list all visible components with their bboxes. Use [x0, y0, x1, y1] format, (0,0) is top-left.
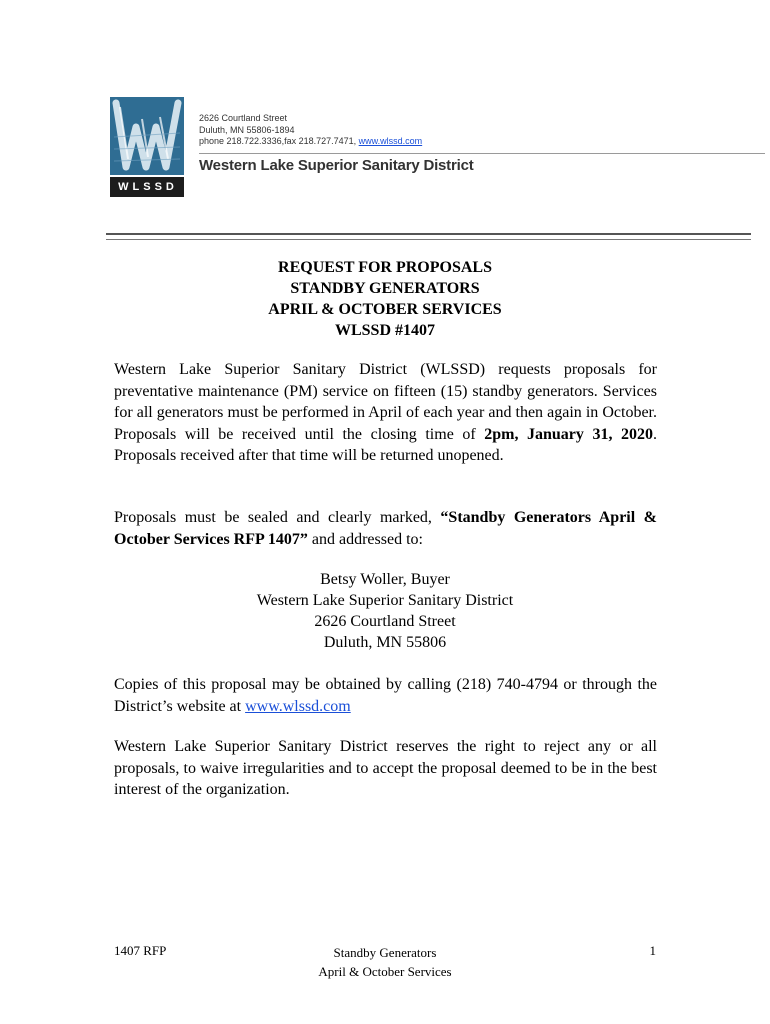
- envelope-marking: “Standby Generators April & October Services RFP 1407”: [114, 509, 657, 548]
- footer-doc-id: 1407 RFP: [114, 943, 167, 958]
- address-street: 2626 Courtland Street: [199, 113, 288, 123]
- footer-title-line-1: Standby Generators: [333, 945, 437, 960]
- paragraph-copies: [114, 674, 657, 717]
- recipient-street: 2626 Courtland Street: [314, 613, 456, 630]
- closing-time: 2pm, January 31, 2020: [484, 425, 654, 443]
- organization-name: Western Lake Superior Sanitary District: [199, 157, 474, 174]
- footer-title: [270, 943, 500, 981]
- paragraph-text: Western Lake Superior Sanitary District (WLSSD) requests proposals for preventative maintenance (PM) service on fifteen (15) standby generators. Services for all generators must be performed in April of each year and then again in October. Proposals will be received until the closing time of: [114, 361, 657, 443]
- document-title: [110, 257, 660, 341]
- footer-title-line-2: April & October Services: [318, 964, 452, 979]
- address-city: Duluth, MN 55806-1894: [199, 124, 295, 135]
- letterhead-address: [199, 113, 422, 148]
- website-link[interactable]: www.wlssd.com: [245, 697, 351, 715]
- recipient-address: [110, 569, 660, 653]
- title-line-1: REQUEST FOR PROPOSALS: [278, 259, 492, 276]
- recipient-org: Western Lake Superior Sanitary District: [256, 592, 514, 609]
- letterhead-website-link[interactable]: www.wlssd.com: [358, 136, 423, 146]
- page-number: 1: [649, 943, 656, 958]
- paragraph-request: [114, 359, 657, 467]
- wlssd-logo: [110, 97, 184, 199]
- contact-phone-fax: phone 218.722.3336,fax 218.727.7471,: [199, 136, 359, 146]
- title-line-3: APRIL & OCTOBER SERVICES: [268, 301, 502, 318]
- logo-wordmark: WLSSD: [110, 177, 184, 197]
- paragraph-text: Copies of this proposal may be obtained by calling (218) 740-4794 or through the District’s website at: [114, 676, 657, 715]
- paragraph-text: and addressed to:: [307, 530, 423, 548]
- title-line-4: WLSSD #1407: [334, 322, 436, 339]
- recipient-city: Duluth, MN 55806: [323, 634, 447, 651]
- paragraph-reservation: Western Lake Superior Sanitary District reserves the right to reject any or all proposals, to waive irregularities and to accept the proposal deemed to be in the best interest of the organization.: [114, 738, 657, 799]
- logo-mark: [110, 97, 184, 175]
- w-logo-icon: [112, 97, 182, 175]
- paragraph-text: . Proposals received after that time will be returned unopened.: [114, 425, 658, 465]
- recipient-name: Betsy Woller, Buyer: [320, 571, 450, 588]
- letterhead-divider: [199, 153, 765, 154]
- address-contact: [199, 136, 422, 148]
- paragraph-text: Proposals must be sealed and clearly marked,: [114, 509, 441, 526]
- header-double-rule: [106, 233, 751, 240]
- title-line-2: STANDBY GENERATORS: [290, 280, 480, 297]
- paragraph-submission: [114, 507, 657, 550]
